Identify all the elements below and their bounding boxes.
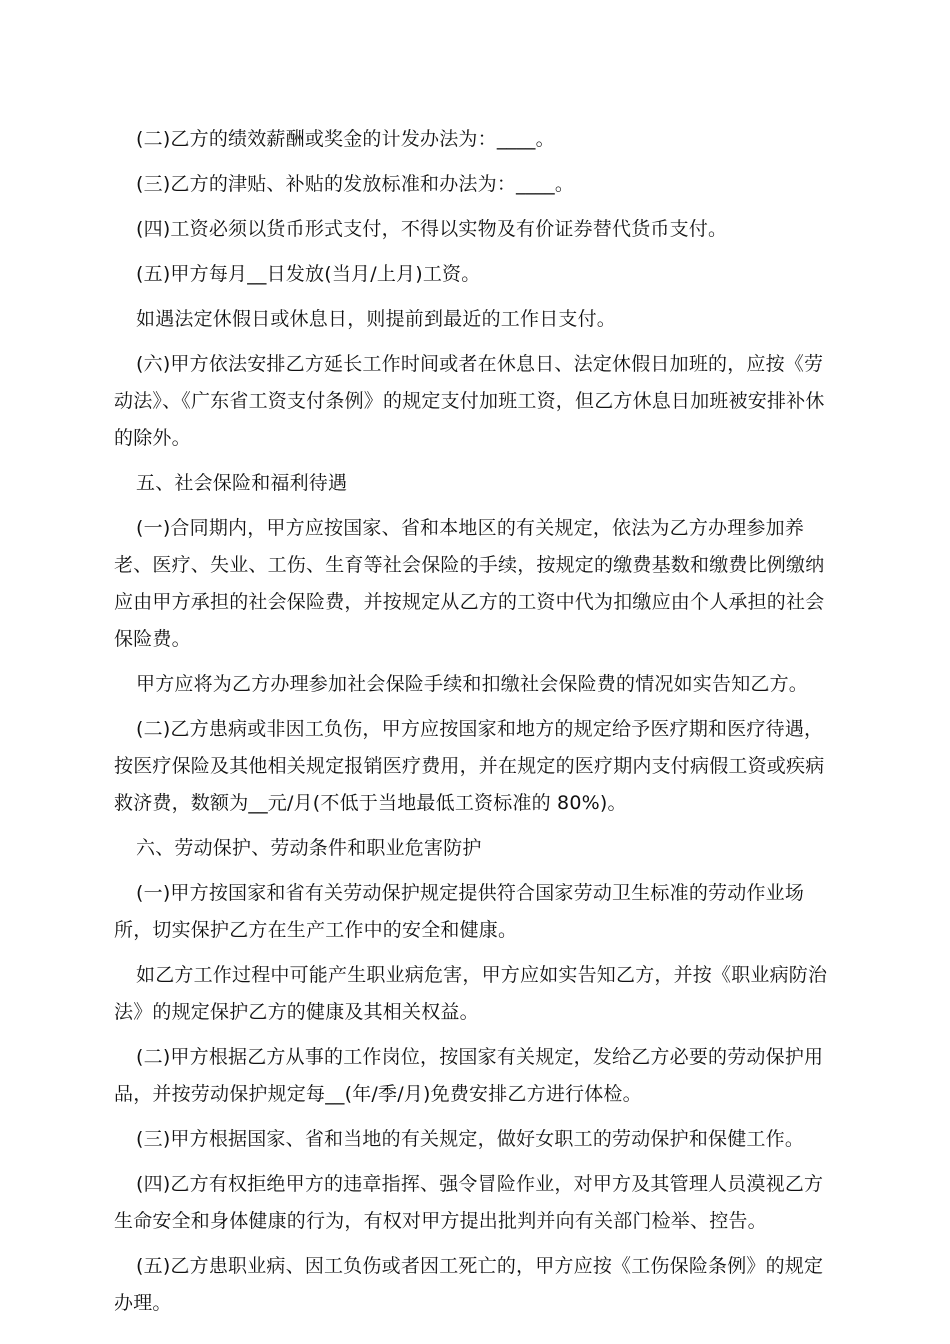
paragraph-holiday-payment: 如遇法定休假日或休息日，则提前到最近的工作日支付。: [136, 308, 617, 330]
paragraph-pay-day: (五)甲方每月__日发放(当月/上月)工资。: [136, 263, 481, 285]
section-heading-social-insurance: 五、社会保险和福利待遇: [136, 472, 348, 494]
paragraph-female-worker-protection: (三)甲方根据国家、省和当地的有关规定，做好女职工的劳动保护和保健工作。: [136, 1128, 805, 1150]
paragraph-allowance-standard: (三)乙方的津贴、补贴的发放标准和办法为：____。: [136, 173, 575, 195]
paragraph-protective-equipment: (二)甲方根据乙方从事的工作岗位，按国家有关规定，发给乙方必要的劳动保护用品，并按劳动保护规定每__(年/季/月)免费安排乙方进行体检。: [114, 1046, 824, 1105]
paragraph-insurance-disclosure: 甲方应将为乙方办理参加社会保险手续和扣缴社会保险费的情况如实告知乙方。: [136, 673, 809, 695]
section-heading-labor-protection: 六、劳动保护、劳动条件和职业危害防护: [136, 837, 482, 859]
paragraph-overtime-pay: (六)甲方依法安排乙方延长工作时间或者在休息日、法定休假日加班的，应按《劳动法》、《广东省工资支付条例》的规定支付加班工资，但乙方休息日加班被安排补休的除外。: [114, 353, 825, 449]
paragraph-social-insurance-enrollment: (一)合同期内，甲方应按国家、省和本地区的有关规定，依法为乙方办理参加养老、医疗、失业、工伤、生育等社会保险的手续，按规定的缴费基数和缴费比例缴纳应由甲方承担的社会保险费，并按规定从乙方的工资中代为扣缴应由个人承担的社会保险费。: [114, 517, 825, 650]
paragraph-currency-payment: (四)工资必须以货币形式支付，不得以实物及有价证券替代货币支付。: [136, 218, 728, 240]
paragraph-work-injury: (五)乙方患职业病、因工负伤或者因工死亡的，甲方应按《工伤保险条例》的规定办理。: [114, 1255, 824, 1314]
paragraph-bonus-method: (二)乙方的绩效薪酬或奖金的计发办法为：____。: [136, 128, 555, 150]
paragraph-sick-leave: (二)乙方患病或非因工负伤，甲方应按国家和地方的规定给予医疗期和医疗待遇，按医疗保险及其他相关规定报销医疗费用，并在规定的医疗期内支付病假工资或疾病救济费，数额为__元/月(不低于当地最低工资标准的 80%)。: [114, 718, 825, 814]
paragraph-refuse-unsafe-orders: (四)乙方有权拒绝甲方的违章指挥、强令冒险作业，对甲方及其管理人员漠视乙方生命安全和身体健康的行为，有权对甲方提出批判并向有关部门检举、控告。: [114, 1173, 824, 1232]
paragraph-work-environment: (一)甲方按国家和省有关劳动保护规定提供符合国家劳动卫生标准的劳动作业场所，切实保护乙方在生产工作中的安全和健康。: [114, 882, 805, 941]
paragraph-occupational-hazard: 如乙方工作过程中可能产生职业病危害，甲方应如实告知乙方，并按《职业病防治法》的规定保护乙方的健康及其相关权益。: [114, 964, 828, 1023]
document-body: [114, 121, 840, 1330]
